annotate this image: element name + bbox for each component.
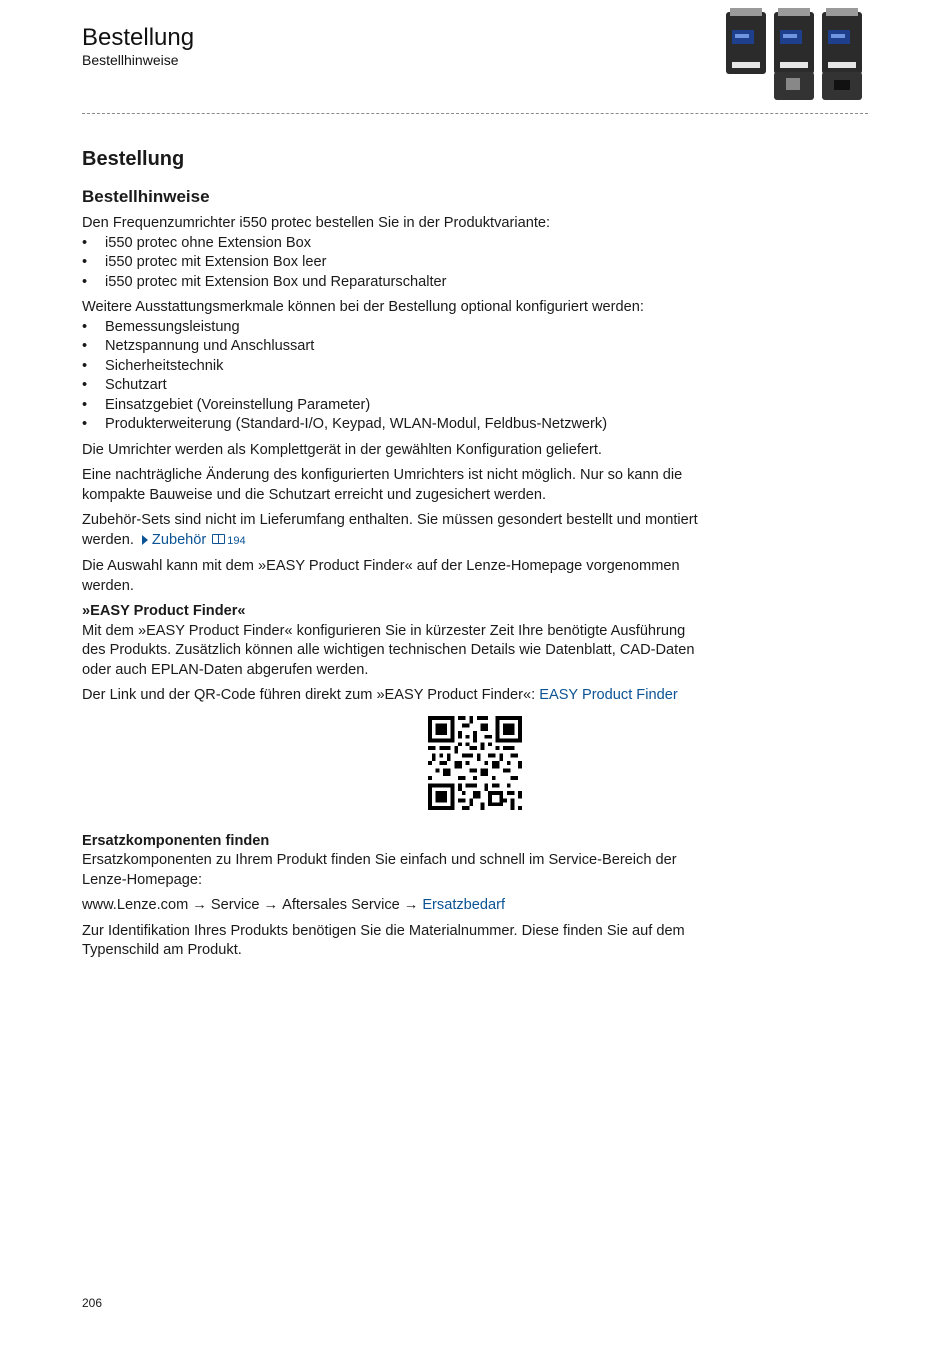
easy-product-finder-link[interactable]: EASY Product Finder <box>539 687 678 703</box>
list-item: • Netzspannung und Anschlussart <box>82 337 712 357</box>
list-item: • Produkterweiterung (Standard-I/O, Keypad, WLAN-Modul, Feldbus-Netzwerk) <box>82 415 712 435</box>
book-icon <box>212 534 225 544</box>
main-content <box>82 146 712 967</box>
no-change-text: Eine nachträgliche Änderung des konfigurierten Umrichters ist nicht möglich. Nur so kann die kompakte Bauweise und die Schutzart erreicht und zugesichert werden. <box>82 467 683 503</box>
section-heading: Bestellhinweise <box>82 187 210 206</box>
selection-text: Die Auswahl kann mit dem »EASY Product Finder« auf der Lenze-Homepage vorgenommen werden. <box>82 558 680 594</box>
list-item: • i550 protec ohne Extension Box <box>82 234 712 254</box>
spare-parts-path <box>82 896 712 916</box>
header-divider <box>82 113 868 114</box>
accessories-page-ref[interactable]: 194 <box>227 534 246 547</box>
list-item: • Bemessungsleistung <box>82 318 712 338</box>
list-item: • Schutzart <box>82 376 712 396</box>
list-item: • Sicherheitstechnik <box>82 357 712 377</box>
path-segment[interactable]: Aftersales Service <box>282 897 400 913</box>
spare-parts-text: Ersatzkomponenten zu Ihrem Produkt finden Sie einfach und schnell im Service-Bereich der Lenze-Homepage: <box>82 852 677 888</box>
qr-code-area <box>82 716 712 812</box>
ersatzbedarf-link[interactable]: Ersatzbedarf <box>422 897 506 913</box>
device-3 <box>822 8 862 100</box>
qr-code[interactable] <box>428 716 522 810</box>
list-item: • i550 protec mit Extension Box und Reparaturschalter <box>82 273 712 293</box>
device-2 <box>774 8 814 100</box>
arrow-right-icon: → <box>263 897 279 913</box>
complete-device-text: Die Umrichter werden als Komplettgerät in der gewählten Konfiguration geliefert. <box>82 441 602 458</box>
finder-link-label: Der Link und der QR-Code führen direkt zum »EASY Product Finder«: <box>82 687 536 703</box>
list-item: • Einsatzgebiet (Voreinstellung Parameter) <box>82 396 712 416</box>
feature-list <box>82 318 712 435</box>
page-heading: Bestellung <box>82 148 185 170</box>
intro-text: Den Frequenzumrichter i550 protec bestellen Sie in der Produktvariante: <box>82 215 551 231</box>
header-subtitle: Bestellhinweise <box>82 52 179 68</box>
list-item: • i550 protec mit Extension Box leer <box>82 253 712 273</box>
path-segment[interactable]: www.Lenze.com <box>82 897 189 913</box>
arrow-right-icon: → <box>403 897 419 913</box>
product-image <box>722 6 870 102</box>
path-segment[interactable]: Service <box>210 897 260 913</box>
header-title: Bestellung <box>82 24 195 51</box>
spare-parts-heading: Ersatzkomponenten finden <box>82 832 270 849</box>
page-number: 206 <box>82 1296 103 1310</box>
finder-link-line <box>82 686 712 706</box>
identification-text: Zur Identifikation Ihres Produkts benötigen Sie die Materialnummer. Diese finden Sie auf dem Typenschild am Produkt. <box>82 922 685 958</box>
accessories-text-body: Zubehör-Sets sind nicht im Lieferumfang enthalten. Sie müssen gesondert bestellt und montiert werden. <box>82 512 698 548</box>
arrow-right-icon: → <box>192 897 207 913</box>
accessories-text <box>82 511 712 551</box>
finder-text: Mit dem »EASY Product Finder« konfigurieren Sie in kürzester Zeit Ihre benötigte Ausführung des Produkts. Zusätzlich können alle wichtigen technischen Details wie Datenblatt, CAD-Daten oder auch EPLAN-Daten abgerufen werden. <box>82 622 695 678</box>
finder-heading: »EASY Product Finder« <box>82 603 246 619</box>
accessories-link[interactable]: Zubehör <box>151 531 207 548</box>
triangle-right-icon <box>142 535 148 545</box>
features-intro: Weitere Ausstattungsmerkmale können bei der Bestellung optional konfiguriert werden: <box>82 299 644 315</box>
variant-list <box>82 234 712 293</box>
device-1 <box>726 8 766 74</box>
